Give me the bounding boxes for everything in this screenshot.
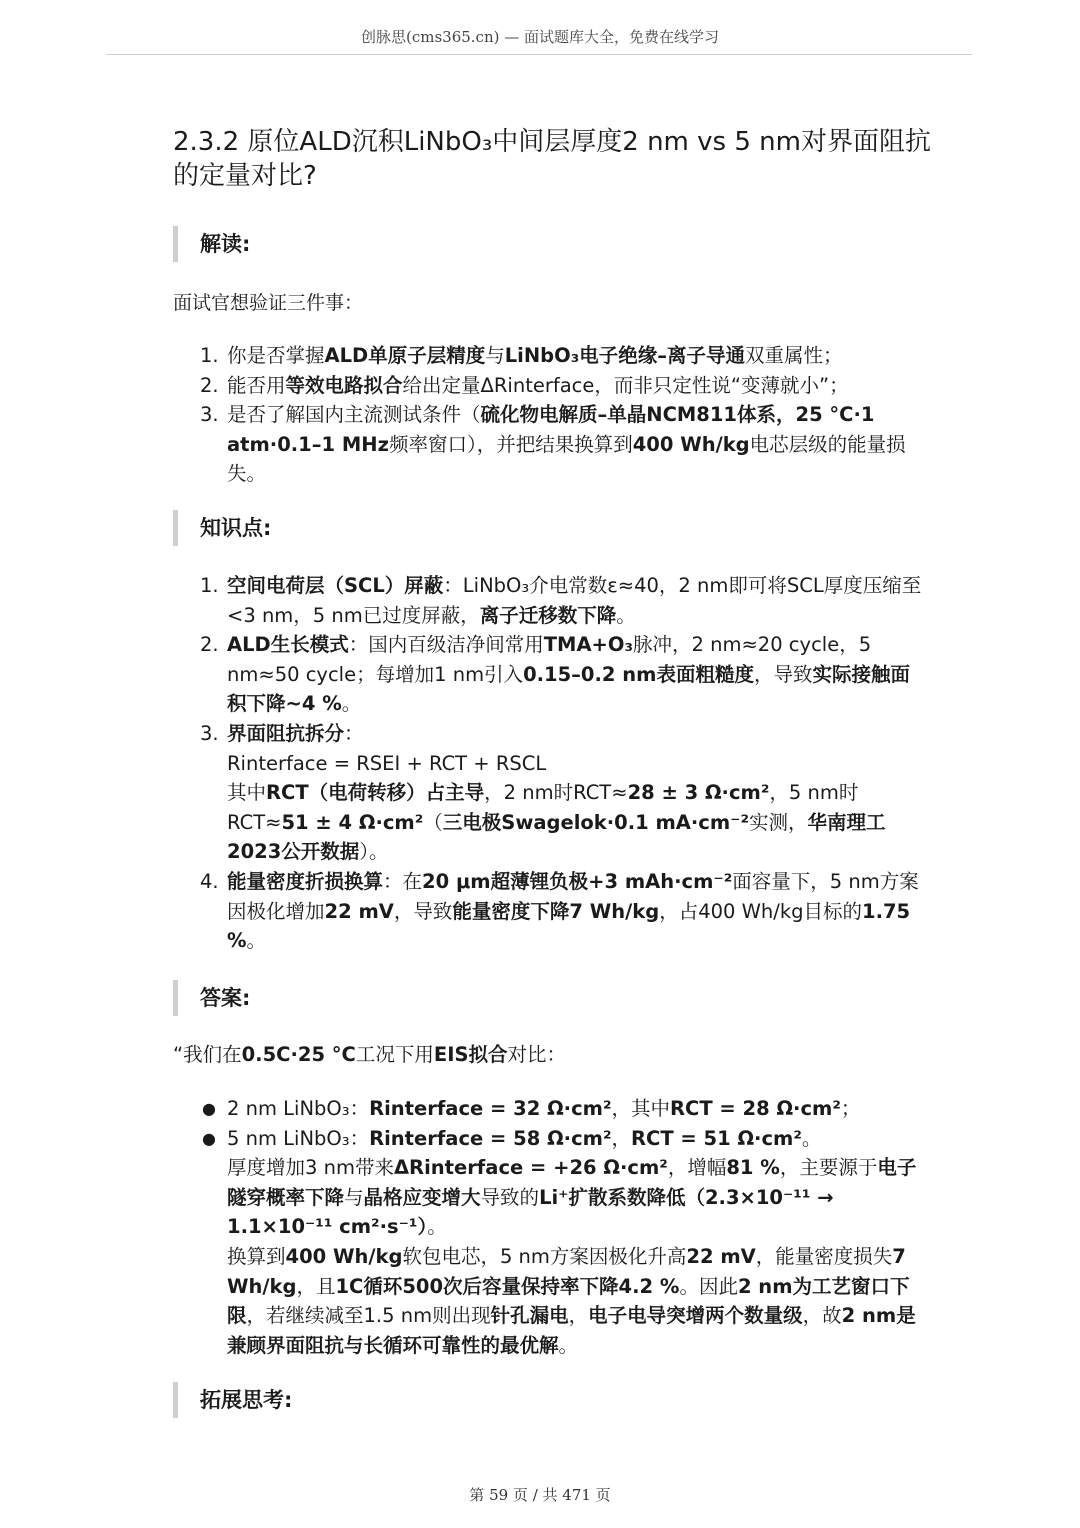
emphasis-text: 空间电荷层（SCL）屏蔽 (227, 574, 444, 597)
emphasis-text: 界面阻抗拆分 (227, 721, 345, 745)
body-text: 软包电芯，5 nm方案因极化升高 (402, 1244, 687, 1268)
body-text: 。 (616, 603, 636, 627)
emphasis-text: 华南理工2023公开数据 (227, 810, 886, 864)
body-text: 脉冲，2 nm≈20 cycle，5 nm≈50 cycle；每增加1 nm引入 (227, 633, 872, 686)
emphasis-text: ALD生长模式 (227, 633, 349, 657)
body-text: ，2 nm时RCT≈ (484, 781, 628, 805)
body-text: 是否了解国内主流测试条件（ (227, 403, 481, 427)
list-item (198, 1094, 928, 1124)
knowledge-list (198, 571, 928, 956)
body-text: ，若继续减至1.5 nm则出现 (246, 1304, 491, 1328)
body-text: 与 (344, 1185, 364, 1209)
body-text: 。 (341, 692, 362, 716)
body-text: ）。 (359, 840, 389, 864)
list-item (198, 1124, 928, 1361)
emphasis-text: 400 Wh/kg (285, 1244, 403, 1268)
emphasis-text: 81 % (726, 1156, 780, 1180)
body-text: 导致的 (480, 1185, 540, 1209)
body-text: 。 (558, 1333, 579, 1357)
body-text: “我们在 (173, 1043, 242, 1066)
emphasis-text: Rinterface = 58 Ω·cm² (369, 1126, 612, 1150)
body-text: ，且 (296, 1274, 336, 1298)
body-text: 面容量下，5 nm方案因极化增加 (227, 869, 919, 923)
emphasis-text: 1.75 % (227, 899, 911, 953)
body-text: 。因此 (679, 1274, 738, 1298)
body-text: 换算到 (227, 1244, 286, 1268)
body-text: ：在 (383, 869, 423, 893)
emphasis-text: 7 Wh/kg (227, 1244, 906, 1298)
interpretation-intro: 面试官想验证三件事： (173, 292, 364, 314)
body-text: 厚度增加3 nm带来 (227, 1156, 394, 1180)
emphasis-text: 电子隧穿概率下降 (227, 1156, 917, 1209)
emphasis-text: 22 mV (686, 1244, 756, 1268)
bullet-icon: ● (202, 1128, 216, 1148)
list-number: 1. (200, 344, 219, 367)
emphasis-text: 离子迁移数下降 (479, 603, 617, 627)
body-text: 工况下用 (355, 1043, 434, 1066)
answer-intro (173, 1040, 566, 1070)
answer-list (198, 1094, 928, 1360)
emphasis-text: 2 nm是兼顾界面阻抗与长循环可靠性的最优解 (227, 1304, 916, 1357)
emphasis-text: RCT = 51 Ω·cm² (631, 1126, 802, 1150)
body-text: ，主要源于 (779, 1156, 878, 1180)
emphasis-text: ALD单原子层精度 (324, 344, 486, 367)
emphasis-text: 20 μm超薄锂负极+3 mAh·cm⁻² (422, 869, 733, 893)
emphasis-text: RCT = 28 Ω·cm² (670, 1097, 841, 1120)
list-item (198, 630, 928, 719)
body-text: 。 (801, 1126, 822, 1150)
body-text: ； (840, 1097, 861, 1120)
section-heading-answer: 答案: (173, 980, 250, 1016)
body-text: 能否用 (227, 373, 286, 397)
body-text: ：LiNbO₃介电常数ε≈40，2 nm即可将SCL厚度压缩至<3 nm，5 nm已过度屏蔽， (227, 574, 922, 627)
list-item (198, 719, 928, 867)
body-text: 给出定量ΔRinterface，而非只定性说“变薄就小”； (402, 373, 849, 397)
emphasis-text: 0.15–0.2 nm表面粗糙度 (523, 662, 754, 686)
question-title: 2.3.2 原位ALD沉积LiNbO₃中间层厚度2 nm vs 5 nm对界面阻抗的定量对比? (173, 127, 931, 192)
emphasis-text: 等效电路拟合 (285, 373, 403, 397)
emphasis-text: 400 Wh/kg (632, 432, 750, 456)
emphasis-text: RCT（电荷转移）占主导 (266, 781, 485, 805)
section-heading-interpretation: 解读: (173, 226, 250, 262)
emphasis-text: Li⁺扩散系数降低（2.3×10⁻¹¹ → 1.1×10⁻¹¹ cm²·s⁻¹） (227, 1185, 834, 1239)
body-text: 对比： (507, 1043, 567, 1066)
body-text: 其中 (227, 781, 267, 805)
body-text: 电芯层级的能量损失。 (227, 432, 906, 486)
body-text: ： (344, 721, 364, 745)
body-text: 5 nm LiNbO₃： (227, 1126, 370, 1150)
body-text: 。 (427, 1215, 447, 1239)
list-number: 3. (200, 403, 219, 427)
body-text: 双重属性； (745, 344, 843, 367)
emphasis-text: 三电极Swagelok·0.1 mA·cm⁻² (442, 810, 750, 834)
emphasis-text: ΔRinterface = +26 Ω·cm² (393, 1156, 668, 1180)
emphasis-text: 实际接触面积下降~4 % (227, 662, 910, 716)
body-text: ， (568, 1304, 589, 1328)
body-text: 你是否掌握 (227, 344, 325, 367)
body-text: 频率窗口），并把结果换算到 (388, 432, 633, 456)
emphasis-text: Rinterface = 32 Ω·cm² (369, 1097, 612, 1120)
list-number: 2. (200, 373, 219, 397)
interpretation-list (198, 341, 928, 489)
body-text: 实测， (749, 810, 808, 834)
list-number: 4. (200, 869, 219, 893)
emphasis-text: 电子电导突增两个数量级 (588, 1304, 803, 1328)
list-number: 2. (200, 633, 219, 657)
body-text: ，其中 (611, 1097, 671, 1120)
emphasis-text: 2 nm为工艺窗口下限 (227, 1274, 910, 1328)
list-number: 3. (200, 721, 219, 745)
emphasis-text: EIS拟合 (433, 1043, 508, 1066)
emphasis-text: 针孔漏电 (490, 1304, 569, 1328)
page-number: 第 59 页 / 共 471 页 (469, 1486, 611, 1504)
body-text: ， (611, 1126, 632, 1150)
emphasis-text: 晶格应变增大 (363, 1185, 481, 1209)
body-text: ，占400 Wh/kg目标的 (659, 899, 862, 923)
emphasis-text: 22 mV (324, 899, 394, 923)
emphasis-text: 硫化物电解质–单晶NCM811体系，25 °C·1 atm·0.1–1 MHz (227, 403, 875, 456)
emphasis-text: TMA+O₃ (543, 633, 633, 657)
header-divider (106, 54, 972, 55)
body-text: （ (423, 810, 443, 834)
emphasis-text: 能量密度下降7 Wh/kg (452, 899, 660, 923)
emphasis-text: 能量密度折损换算 (227, 869, 384, 893)
body-text: 与 (485, 344, 505, 367)
list-item (198, 867, 928, 956)
emphasis-text: 1C循环500次后容量保持率下降4.2 % (335, 1274, 680, 1298)
list-number: 1. (200, 574, 219, 597)
bullet-icon: ● (202, 1099, 216, 1118)
emphasis-text: 0.5C·25 °C (241, 1043, 356, 1066)
list-item (198, 400, 928, 489)
page-header: 创脉思(cms365.cn) — 面试题库大全，免费在线学习 (360, 28, 720, 46)
body-text: ：国内百级洁净间常用 (348, 633, 544, 657)
body-text: ，导致 (753, 662, 813, 686)
section-heading-extension: 拓展思考: (173, 1382, 292, 1418)
body-text: ，能量密度损失 (755, 1244, 893, 1268)
emphasis-text: 28 ± 3 Ω·cm² (627, 781, 770, 805)
body-text: 。 (246, 929, 267, 953)
list-item (198, 371, 928, 401)
body-text: ，5 nm时RCT≈ (227, 781, 859, 834)
emphasis-text: 51 ± 4 Ω·cm² (281, 810, 424, 834)
body-text: ，故 (802, 1304, 842, 1328)
list-item (198, 341, 928, 371)
body-text: 2 nm LiNbO₃： (227, 1097, 370, 1120)
body-text: ，增幅 (667, 1156, 727, 1180)
body-text: ，导致 (393, 899, 453, 923)
list-item (198, 571, 928, 630)
body-text: Rinterface = RSEI + RCT + RSCL (227, 751, 547, 775)
section-heading-knowledge: 知识点: (173, 510, 271, 546)
emphasis-text: LiNbO₃电子绝缘–离子导通 (504, 344, 746, 367)
